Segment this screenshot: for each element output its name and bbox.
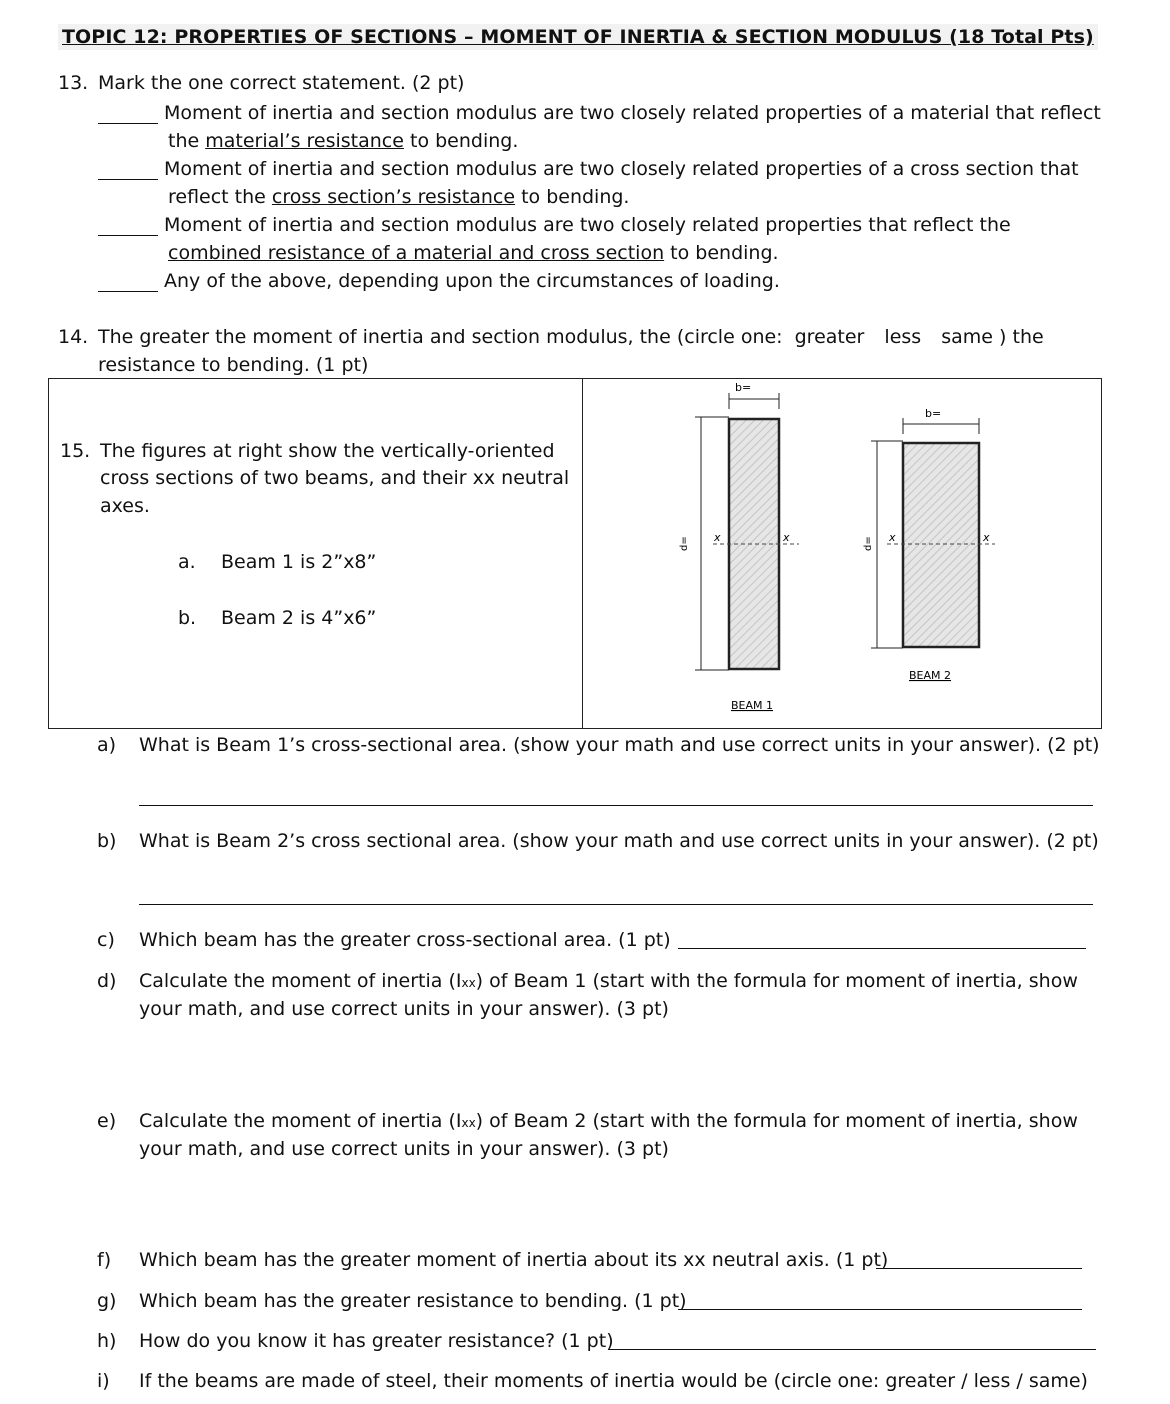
part-e-text: ) of Beam 2 (start with the formula for moment of inertia, show (475, 1110, 1078, 1132)
option-underlined: material’s resistance (205, 130, 404, 152)
beam-1-label: BEAM 1 (731, 699, 774, 712)
part-d-text: Calculate the moment of inertia (I (139, 970, 462, 992)
part-a-label: a) (97, 734, 117, 756)
option-text: to bending. (403, 130, 519, 152)
q13-option-3-line2 (168, 242, 779, 264)
beam-1-x-right: x (783, 531, 790, 544)
part-i-text: If the beams are made of steel, their moments of inertia would be (circle one: greater / less / same) (139, 1370, 1088, 1392)
answer-blank[interactable] (98, 234, 158, 236)
subscript: xx (461, 1116, 476, 1130)
beam-2-x-right: x (983, 531, 990, 544)
q15-b-label: b. (178, 607, 197, 629)
q14-text-end: the (1012, 326, 1044, 348)
q15-line2: cross sections of two beams, and their xx neutral (100, 467, 570, 489)
option-text: Moment of inertia and section modulus are two closely related properties of a cross section that (164, 158, 1079, 180)
beam-figure (583, 379, 1099, 726)
answer-blank[interactable] (98, 178, 158, 180)
q13-option-1[interactable] (98, 102, 1101, 124)
q15-a-text: Beam 1 is 2”x8” (221, 551, 377, 573)
part-h-text: How do you know it has greater resistance? (1 pt) (139, 1330, 614, 1352)
part-d-line1 (139, 970, 1078, 992)
title-points: (18 Total Pts) (949, 26, 1094, 48)
q15-line3: axes. (100, 495, 150, 517)
q13-number: 13. (58, 72, 89, 94)
part-f-label: f) (97, 1249, 112, 1271)
option-underlined: cross section’s resistance (271, 186, 516, 208)
beam-2-section (903, 443, 979, 647)
option-text: to bending. (664, 242, 779, 264)
q14-number: 14. (58, 326, 89, 348)
part-a-answer-line[interactable] (139, 805, 1093, 806)
part-i-label: i) (97, 1370, 110, 1392)
part-g-answer-line[interactable] (678, 1309, 1082, 1310)
beam-1-drawing (679, 381, 799, 712)
q15-line1: The figures at right show the vertically-oriented (100, 440, 555, 462)
part-f-text: Which beam has the greater moment of inertia about its xx neutral axis. (1 pt) (139, 1249, 889, 1271)
part-h-label: h) (97, 1330, 117, 1352)
option-text: Any of the above, depending upon the circumstances of loading. (164, 270, 780, 292)
page-title (58, 24, 1098, 50)
q13-option-2[interactable] (98, 158, 1079, 180)
q13-option-2-line2 (168, 186, 629, 208)
q14-line1 (98, 326, 1044, 348)
option-text: to bending. (515, 186, 630, 208)
part-d-line2: your math, and use correct units in your answer). (3 pt) (139, 998, 669, 1020)
part-c-label: c) (97, 929, 115, 951)
option-text: Moment of inertia and section modulus are two closely related properties that reflect the (164, 214, 1011, 236)
beam-2-drawing (863, 407, 995, 682)
part-b-text: What is Beam 2’s cross sectional area. (show your math and use correct units in your answer). (2 pt) (139, 830, 1099, 852)
option-underlined: combined resistance of a material and cross section (168, 242, 665, 264)
part-b-label: b) (97, 830, 117, 852)
part-c-answer-line[interactable] (678, 948, 1086, 949)
q14-line2: resistance to bending. (1 pt) (98, 354, 369, 376)
answer-blank[interactable] (98, 122, 158, 124)
beam-2-x-left: x (889, 531, 896, 544)
part-c-text: Which beam has the greater cross-sectional area. (1 pt) (139, 929, 671, 951)
title-text: TOPIC 12: PROPERTIES OF SECTIONS – MOMENT OF INERTIA & SECTION MODULUS (62, 26, 943, 48)
beam-2-label: BEAM 2 (909, 669, 952, 682)
part-g-text: Which beam has the greater resistance to bending. (1 pt) (139, 1290, 687, 1312)
part-e-line2: your math, and use correct units in your answer). (3 pt) (139, 1138, 669, 1160)
part-d-label: d) (97, 970, 117, 992)
beam-2-d-label: d= (863, 536, 874, 551)
q15-a-label: a. (178, 551, 196, 573)
q13-option-4[interactable] (98, 270, 780, 292)
part-a-text: What is Beam 1’s cross-sectional area. (show your math and use correct units in your answer). (2 pt) (139, 734, 1100, 756)
q15-number: 15. (60, 440, 91, 462)
beam-2-b-label: b= (925, 407, 942, 420)
q15-b-text: Beam 2 is 4”x6” (221, 607, 377, 629)
part-e-text: Calculate the moment of inertia (I (139, 1110, 462, 1132)
part-f-answer-line[interactable] (876, 1268, 1082, 1269)
beam-1-d-label: d= (679, 536, 690, 551)
part-h-answer-line[interactable] (608, 1349, 1096, 1350)
option-text: reflect the (168, 186, 272, 208)
part-g-label: g) (97, 1290, 117, 1312)
q13-option-1-line2 (168, 130, 518, 152)
beam-1-x-left: x (714, 531, 721, 544)
q13-prompt: Mark the one correct statement. (2 pt) (98, 72, 465, 94)
part-b-answer-line[interactable] (139, 904, 1093, 905)
q14-choice-greater[interactable]: greater (794, 326, 865, 348)
beam-1-b-label: b= (735, 381, 752, 394)
q13-option-3[interactable] (98, 214, 1011, 236)
q14-choice-less[interactable]: less (884, 326, 922, 348)
option-text: Moment of inertia and section modulus are two closely related properties of a material that reflect (164, 102, 1101, 124)
answer-blank[interactable] (98, 290, 158, 292)
part-e-label: e) (97, 1110, 117, 1132)
option-text: the (168, 130, 206, 152)
subscript: xx (461, 976, 476, 990)
q14-text: The greater the moment of inertia and section modulus, the (circle one: (98, 326, 783, 348)
part-e-line1 (139, 1110, 1078, 1132)
part-d-text: ) of Beam 1 (start with the formula for moment of inertia, show (475, 970, 1078, 992)
q14-choice-same[interactable]: same ) (941, 326, 1007, 348)
